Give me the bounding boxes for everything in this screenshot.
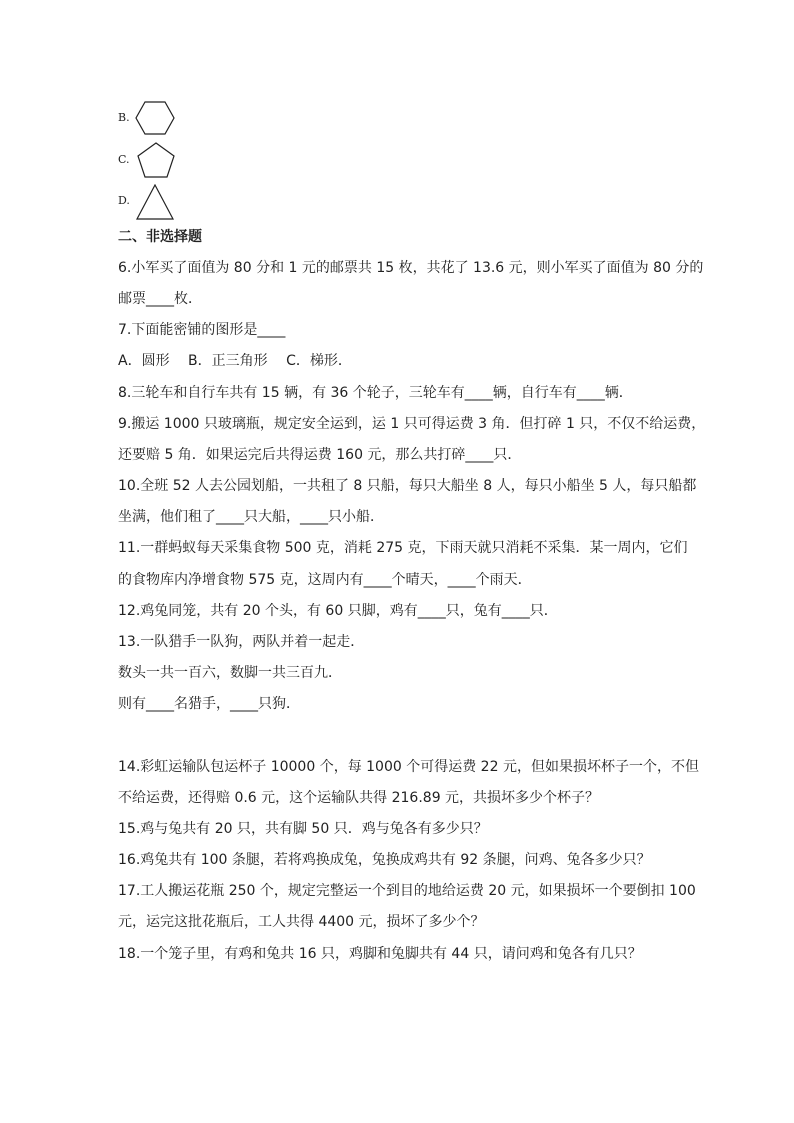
question-14-line-2: 不给运费，还得赔 0.6 元，这个运输队共得 216.89 元，共损坏多少个杯子？ [118, 790, 600, 806]
question-13-line-3: 则有____名猎手，____只狗． [118, 696, 300, 712]
question-6-line-2: 邮票____枚． [118, 291, 202, 307]
question-7-choices: A．圆形 B．正三角形 C．梯形． [118, 353, 352, 369]
question-10-line-1: 10.全班 52 人去公园划船，一共租了 8 只船，每只大船坐 8 人，每只小船坐 5 人，每只船都 [118, 478, 697, 494]
triangle-icon [136, 184, 176, 220]
option-c-label: C. [118, 153, 130, 166]
question-9-line-2: 还要赔 5 角．如果运完后共得运费 160 元，那么共打碎____只． [118, 447, 522, 463]
question-13-line-2: 数头一共一百六，数脚一共三百九． [118, 665, 342, 681]
question-11-line-2: 的食物库内净增食物 575 克，这周内有____个晴天，____个雨天． [118, 572, 532, 588]
question-6-line-1: 6.小军买了面值为 80 分和 1 元的邮票共 15 枚，共花了 13.6 元，则小军买了面值为 80 分的 [118, 260, 704, 276]
question-13-line-1: 13.一队猎手一队狗，两队并着一起走． [118, 634, 365, 650]
question-9-line-1: 9.搬运 1000 只玻璃瓶，规定安全运到，运 1 只可得运费 3 角．但打碎 1 只，不仅不给运费， [118, 416, 706, 432]
question-15: 15.鸡与兔共有 20 只，共有脚 50 只．鸡与兔各有多少只？ [118, 821, 488, 837]
option-b-label: B. [118, 111, 130, 124]
question-14-line-1: 14.彩虹运输队包运杯子 10000 个，每 1000 个可得运费 22 元，但如果损坏杯子一个，不但 [118, 759, 699, 775]
question-17-line-1: 17.工人搬运花瓶 250 个，规定完整运一个到目的地给运费 20 元，如果损坏一个要倒扣 100 [118, 883, 696, 899]
question-8: 8.三轮车和自行车共有 15 辆，有 36 个轮子，三轮车有____辆，自行车有____辆． [118, 385, 633, 401]
hexagon-icon [135, 101, 175, 135]
question-7: 7.下面能密铺的图形是____ [118, 322, 286, 338]
option-d-label: D. [118, 194, 130, 207]
question-16: 16.鸡兔共有 100 条腿，若将鸡换成兔，兔换成鸡共有 92 条腿，问鸡、兔各多少只？ [118, 852, 651, 868]
question-18: 18.一个笼子里，有鸡和兔共 16 只，鸡脚和兔脚共有 44 只，请问鸡和兔各有几只？ [118, 946, 642, 962]
question-10-line-2: 坐满，他们租了____只大船，____只小船． [118, 509, 384, 525]
pentagon-icon [136, 142, 176, 178]
section-title: 二、非选择题 [118, 229, 202, 245]
question-17-line-2: 元，运完这批花瓶后，工人共得 4400 元，损坏了多少个？ [118, 914, 485, 930]
question-11-line-1: 11.一群蚂蚁每天采集食物 500 克，消耗 275 克，下雨天就只消耗不采集．某一周内，它们 [118, 540, 688, 556]
question-12: 12.鸡兔同笼，共有 20 个头，有 60 只脚，鸡有____只，兔有____只． [118, 603, 558, 619]
